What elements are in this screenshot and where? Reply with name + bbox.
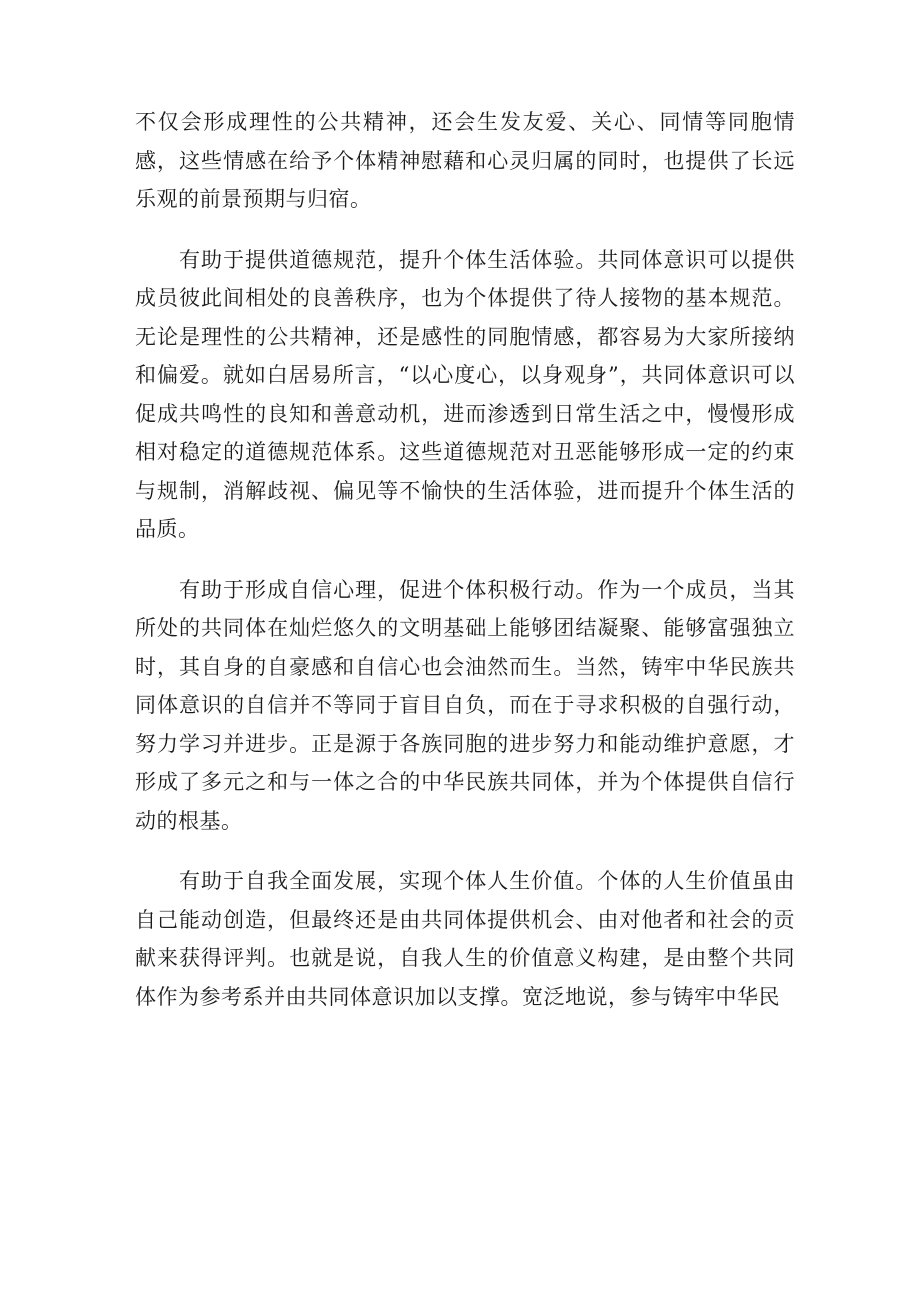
paragraph-continuation: 不仅会形成理性的公共精神，还会生发友爱、关心、同情等同胞情感，这些情感在给予个体精神慰藉和心灵归属的同时，也提供了长远乐观的前景预期与归宿。 bbox=[135, 110, 795, 211]
document-body bbox=[135, 103, 795, 1038]
paragraph-self-confidence: 有助于形成自信心理，促进个体积极行动。作为一个成员，当其所处的共同体在灿烂悠久的文明基础上能够团结凝聚、能够富强独立时，其自身的自豪感和自信心也会油然而生。当然，铸牢中华民族共同体意识的自信并不等同于盲目自负，而在于寻求积极的自强行动，努力学习并进步。正是源于各族同胞的进步努力和能动维护意愿，才形成了多元之和与一体之合的中华民族共同体，并为个体提供自信行动的根基。 bbox=[135, 577, 795, 833]
paragraph-self-development: 有助于自我全面发展，实现个体人生价值。个体的人生价值虽由自己能动创造，但最终还是由共同体提供机会、由对他者和社会的贡献来获得评判。也就是说，自我人生的价值意义构建，是由整个共同体作为参考系并由共同体意识加以支撑。宽泛地说，参与铸牢中华民 bbox=[135, 869, 795, 1009]
paragraph-moral-norms: 有助于提供道德规范，提升个体生活体验。共同体意识可以提供成员彼此间相处的良善秩序，也为个体提供了待人接物的基本规范。无论是理性的公共精神，还是感性的同胞情感，都容易为大家所接纳和偏爱。就如白居易所言，“以心度心，以身观身”，共同体意识可以促成共鸣性的良知和善意动机，进而渗透到日常生活之中，慢慢形成相对稳定的道德规范体系。这些道德规范对丑恶能够形成一定的约束与规制，消解歧视、偏见等不愉快的生活体验，进而提升个体生活的品质。 bbox=[135, 247, 795, 541]
